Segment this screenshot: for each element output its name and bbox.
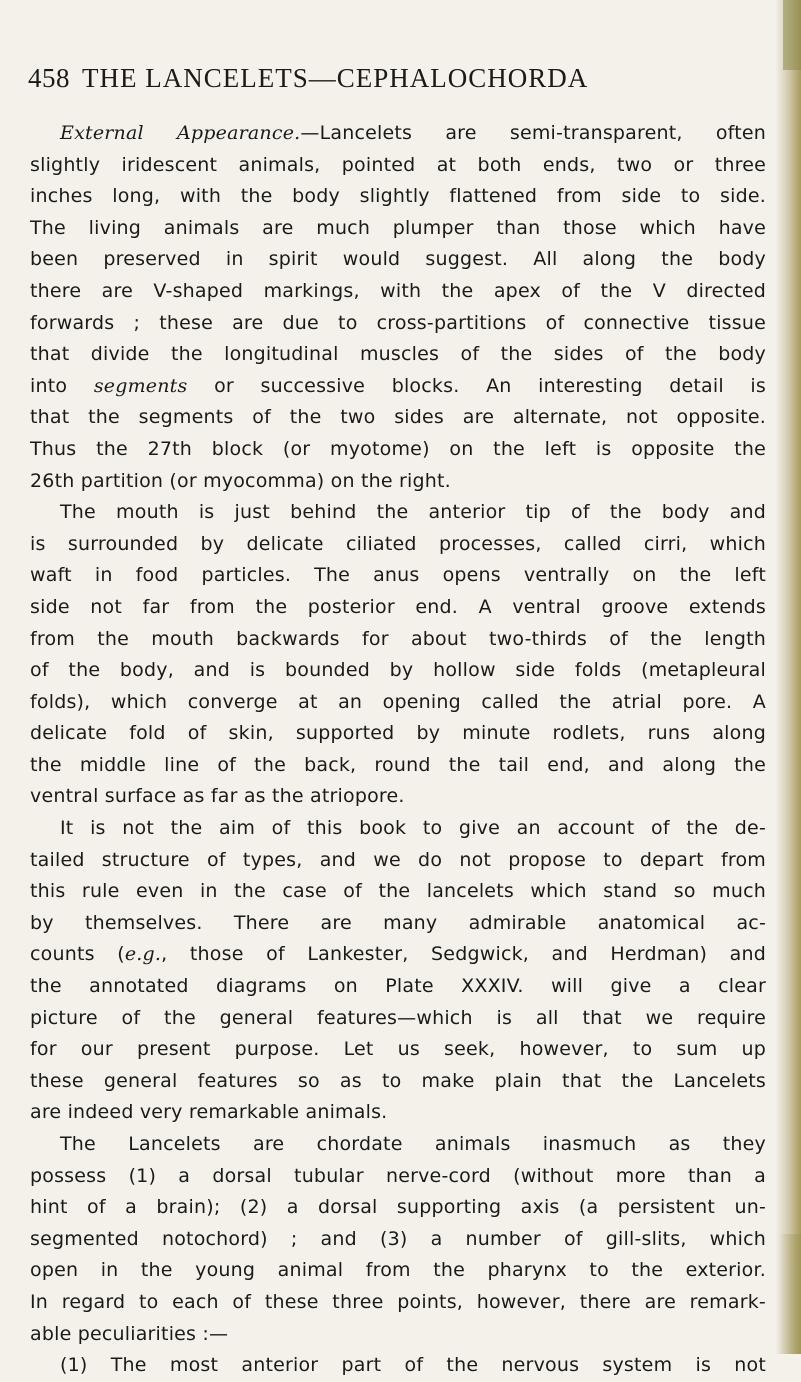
text-span: or successive blocks. An interesting detail is [187, 374, 767, 397]
text-line [30, 1255, 766, 1287]
text-span: able peculiarities :— [30, 1322, 229, 1345]
text-span: The Lancelets are chordate animals inasmuch as they [60, 1133, 766, 1155]
text-line [30, 718, 766, 750]
page-header [0, 63, 801, 103]
text-line [30, 529, 766, 561]
text-span: segmented notochord) ; and (3) a number of gill-slits, which [30, 1227, 766, 1250]
text-line [30, 118, 766, 150]
text-line [30, 1066, 766, 1098]
text-line [30, 1034, 766, 1066]
text-span: possess (1) a dorsal tubular nerve-cord (without more than a [30, 1164, 766, 1187]
text-span: the middle line of the back, round the tail end, and along the [30, 753, 766, 776]
text-span: from the mouth backwards for about two-thirds of the length [30, 627, 766, 650]
italic-term: e.g. [124, 943, 162, 966]
text-line [30, 592, 766, 624]
text-span: is surrounded by delicate ciliated processes, called cirri, which [30, 532, 766, 555]
text-line [30, 339, 766, 371]
text-line [30, 560, 766, 592]
text-line [30, 1319, 766, 1351]
text-span: the annotated diagrams on Plate XXXIV. will give a clear [30, 975, 766, 998]
text-line [30, 402, 766, 434]
text-line [30, 1224, 766, 1256]
text-line [30, 687, 766, 719]
text-span: tailed structure of types, and we do not propose to depart from [30, 848, 766, 871]
text-line [30, 813, 766, 845]
text-span: 26th partition (or myocomma) on the right. [30, 469, 451, 492]
text-line [30, 244, 766, 276]
page-edge-stain-bottom [779, 1234, 801, 1354]
text-span: In regard to each of these three points, however, there are remark- [30, 1290, 766, 1313]
italic-heading: External Appearance. [60, 122, 301, 144]
text-span: delicate fold of skin, supported by minute rodlets, runs along [30, 722, 766, 745]
text-line [30, 1350, 766, 1382]
text-line [30, 150, 766, 182]
italic-term: segments [93, 374, 188, 397]
text-span: It is not the aim of this book to give an account of the de- [60, 817, 766, 840]
text-span: (1) The most anterior part of the nervous system is not [60, 1354, 766, 1377]
text-span: by themselves. There are many admirable anatomical ac- [30, 911, 766, 934]
text-span: open in the young animal from the pharynx to the exterior. [30, 1259, 766, 1282]
text-span: The living animals are much plumper than those which have [30, 216, 766, 239]
text-span: are indeed very remarkable animals. [30, 1101, 388, 1124]
text-span: —Lancelets are semi-transparent, often [300, 122, 766, 144]
page-number: 458 [28, 63, 70, 93]
text-line [30, 1161, 766, 1193]
page-edge-stain-top [783, 0, 801, 70]
text-span: The mouth is just behind the anterior tip of the body and [60, 501, 766, 524]
text-span: of the body, and is bounded by hollow side folds (metapleural [30, 659, 766, 682]
text-line [30, 939, 766, 971]
text-line [30, 845, 766, 877]
text-line [30, 1129, 766, 1161]
text-line [30, 434, 766, 466]
text-span: waft in food particles. The anus opens ventrally on the left [30, 564, 766, 587]
text-line [30, 876, 766, 908]
text-span: forwards ; these are due to cross-partitions of connective tissue [30, 311, 766, 334]
text-line [30, 371, 766, 403]
text-span: slightly iridescent animals, pointed at both ends, two or three [30, 153, 766, 176]
text-line [30, 655, 766, 687]
text-line [30, 308, 766, 340]
text-span: hint of a brain); (2) a dorsal supporting axis (a persistent un- [30, 1196, 766, 1219]
text-line [30, 1192, 766, 1224]
body-text [30, 118, 766, 1382]
text-span: this rule even in the case of the lancelets which stand so much [30, 880, 766, 903]
text-span: folds), which converge at an opening called the atrial pore. A [30, 690, 766, 713]
text-line [30, 1287, 766, 1319]
text-span: picture of the general features—which is all that we require [30, 1006, 766, 1029]
text-line [30, 497, 766, 529]
text-span: into [30, 374, 94, 397]
text-line [30, 624, 766, 656]
text-span: Thus the 27th block (or myotome) on the left is opposite the [30, 437, 766, 460]
text-line [30, 750, 766, 782]
text-line [30, 781, 766, 813]
text-span: that the segments of the two sides are alternate, not opposite. [30, 406, 766, 429]
text-span: , those of Lankester, Sedgwick, and Herdman) and [161, 943, 766, 966]
running-head: THE LANCELETS—CEPHALOCHORDA [82, 63, 589, 93]
text-span: inches long, with the body slightly flattened from side to side. [30, 185, 766, 208]
text-line [30, 1003, 766, 1035]
text-span: been preserved in spirit would suggest. All along the body [30, 248, 766, 271]
text-line [30, 971, 766, 1003]
text-span: that divide the longitudinal muscles of the sides of the body [30, 343, 766, 366]
text-span: counts ( [30, 943, 125, 966]
text-span: there are V-shaped markings, with the apex of the V directed [30, 279, 766, 302]
text-line [30, 213, 766, 245]
text-line [30, 276, 766, 308]
page-edge-shadow [775, 0, 801, 1354]
text-span: ventral surface as far as the atriopore. [30, 785, 405, 808]
text-span: for our present purpose. Let us seek, however, to sum up [30, 1038, 766, 1061]
text-span: these general features so as to make plain that the Lancelets [30, 1069, 766, 1092]
text-line [30, 466, 766, 498]
text-line [30, 908, 766, 940]
text-line [30, 1097, 766, 1129]
text-line [30, 181, 766, 213]
text-span: side not far from the posterior end. A ventral groove extends [30, 595, 766, 618]
